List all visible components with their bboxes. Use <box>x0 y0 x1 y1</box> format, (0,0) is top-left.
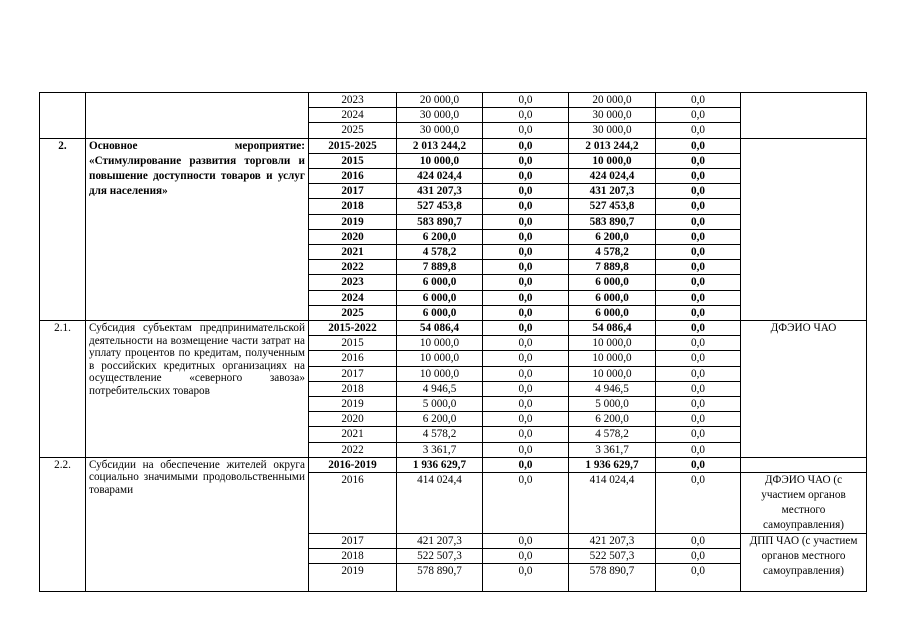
federal-cell: 0,0 <box>483 245 569 260</box>
num-cell <box>40 93 86 139</box>
local-cell: 0,0 <box>656 473 741 534</box>
year-cell: 2018 <box>309 381 397 396</box>
year-cell: 2018 <box>309 549 397 564</box>
federal-cell: 0,0 <box>483 138 569 153</box>
year-cell: 2022 <box>309 442 397 457</box>
federal-cell: 0,0 <box>483 427 569 442</box>
total-cell: 10 000,0 <box>397 351 483 366</box>
regional-cell: 583 890,7 <box>569 214 656 229</box>
regional-cell: 30 000,0 <box>569 108 656 123</box>
table-body <box>40 93 867 592</box>
federal-cell: 0,0 <box>483 108 569 123</box>
year-cell: 2024 <box>309 108 397 123</box>
total-cell: 1 936 629,7 <box>397 457 483 472</box>
year-cell: 2016 <box>309 169 397 184</box>
year-cell: 2019 <box>309 397 397 412</box>
federal-cell: 0,0 <box>483 290 569 305</box>
regional-cell: 4 578,2 <box>569 245 656 260</box>
total-cell: 6 200,0 <box>397 229 483 244</box>
federal-cell: 0,0 <box>483 321 569 336</box>
total-cell: 522 507,3 <box>397 549 483 564</box>
regional-cell: 10 000,0 <box>569 351 656 366</box>
federal-cell: 0,0 <box>483 549 569 564</box>
section-title: Основное мероприятие: «Стимулирование развития торговли и повышение доступности товаров и услуг для населения» <box>86 138 309 320</box>
year-cell: 2015 <box>309 153 397 168</box>
federal-cell: 0,0 <box>483 336 569 351</box>
section-number: 2.2. <box>40 457 86 592</box>
year-cell: 2017 <box>309 184 397 199</box>
responsible-cell <box>741 93 867 139</box>
federal-cell: 0,0 <box>483 229 569 244</box>
local-cell: 0,0 <box>656 549 741 564</box>
local-cell: 0,0 <box>656 351 741 366</box>
local-cell: 0,0 <box>656 366 741 381</box>
federal-cell: 0,0 <box>483 473 569 534</box>
regional-cell: 10 000,0 <box>569 153 656 168</box>
regional-cell: 522 507,3 <box>569 549 656 564</box>
federal-cell: 0,0 <box>483 381 569 396</box>
section-title: Субсидии на обеспечение жителей округа социально значимыми продовольственными товарами <box>86 457 309 592</box>
federal-cell: 0,0 <box>483 397 569 412</box>
total-cell: 6 000,0 <box>397 290 483 305</box>
year-cell: 2020 <box>309 229 397 244</box>
year-cell: 2021 <box>309 427 397 442</box>
total-cell: 10 000,0 <box>397 366 483 381</box>
total-cell: 10 000,0 <box>397 153 483 168</box>
responsible-cell: ДПП ЧАО (с участием органов местного самоуправления) <box>741 534 867 592</box>
total-cell: 30 000,0 <box>397 108 483 123</box>
total-cell: 4 946,5 <box>397 381 483 396</box>
year-cell: 2017 <box>309 366 397 381</box>
total-cell: 527 453,8 <box>397 199 483 214</box>
year-cell: 2022 <box>309 260 397 275</box>
federal-cell: 0,0 <box>483 366 569 381</box>
federal-cell: 0,0 <box>483 442 569 457</box>
federal-cell: 0,0 <box>483 457 569 472</box>
federal-cell: 0,0 <box>483 260 569 275</box>
year-cell: 2015-2022 <box>309 321 397 336</box>
total-cell: 7 889,8 <box>397 260 483 275</box>
local-cell: 0,0 <box>656 260 741 275</box>
regional-cell: 6 000,0 <box>569 305 656 320</box>
local-cell: 0,0 <box>656 123 741 138</box>
local-cell: 0,0 <box>656 336 741 351</box>
local-cell: 0,0 <box>656 184 741 199</box>
local-cell: 0,0 <box>656 534 741 549</box>
year-cell: 2018 <box>309 199 397 214</box>
regional-cell: 10 000,0 <box>569 336 656 351</box>
regional-cell: 424 024,4 <box>569 169 656 184</box>
federal-cell: 0,0 <box>483 214 569 229</box>
regional-cell: 20 000,0 <box>569 93 656 108</box>
federal-cell: 0,0 <box>483 275 569 290</box>
federal-cell: 0,0 <box>483 564 569 592</box>
year-cell: 2015-2025 <box>309 138 397 153</box>
local-cell: 0,0 <box>656 245 741 260</box>
section-title: Субсидия субъектам предпринимательской деятельности на возмещение части затрат на уплату процентов по кредитам, полученным в российских кредитных организациях на осуществление «северного завоза» потребительских товаров <box>86 321 309 458</box>
total-cell: 583 890,7 <box>397 214 483 229</box>
federal-cell: 0,0 <box>483 534 569 549</box>
regional-cell: 7 889,8 <box>569 260 656 275</box>
year-cell: 2021 <box>309 245 397 260</box>
local-cell: 0,0 <box>656 564 741 592</box>
table-row <box>40 138 867 153</box>
federal-cell: 0,0 <box>483 184 569 199</box>
local-cell: 0,0 <box>656 93 741 108</box>
local-cell: 0,0 <box>656 457 741 472</box>
total-cell: 10 000,0 <box>397 336 483 351</box>
regional-cell: 4 946,5 <box>569 381 656 396</box>
regional-cell: 3 361,7 <box>569 442 656 457</box>
year-cell: 2023 <box>309 93 397 108</box>
regional-cell: 578 890,7 <box>569 564 656 592</box>
regional-cell: 4 578,2 <box>569 427 656 442</box>
local-cell: 0,0 <box>656 229 741 244</box>
year-cell: 2016 <box>309 473 397 534</box>
responsible-cell: ДФЭИО ЧАО (с участием органов местного самоуправления) <box>741 473 867 534</box>
federal-cell: 0,0 <box>483 199 569 214</box>
year-cell: 2017 <box>309 534 397 549</box>
local-cell: 0,0 <box>656 381 741 396</box>
year-cell: 2025 <box>309 305 397 320</box>
local-cell: 0,0 <box>656 214 741 229</box>
regional-cell: 431 207,3 <box>569 184 656 199</box>
section-number: 2.1. <box>40 321 86 458</box>
regional-cell: 1 936 629,7 <box>569 457 656 472</box>
regional-cell: 2 013 244,2 <box>569 138 656 153</box>
name-cell <box>86 93 309 139</box>
year-cell: 2016-2019 <box>309 457 397 472</box>
total-cell: 4 578,2 <box>397 427 483 442</box>
year-cell: 2015 <box>309 336 397 351</box>
year-cell: 2016 <box>309 351 397 366</box>
total-cell: 424 024,4 <box>397 169 483 184</box>
total-cell: 20 000,0 <box>397 93 483 108</box>
regional-cell: 6 000,0 <box>569 275 656 290</box>
total-cell: 2 013 244,2 <box>397 138 483 153</box>
year-cell: 2023 <box>309 275 397 290</box>
year-cell: 2024 <box>309 290 397 305</box>
federal-cell: 0,0 <box>483 169 569 184</box>
regional-cell: 6 200,0 <box>569 412 656 427</box>
total-cell: 414 024,4 <box>397 473 483 534</box>
total-cell: 30 000,0 <box>397 123 483 138</box>
year-cell: 2019 <box>309 214 397 229</box>
regional-cell: 10 000,0 <box>569 366 656 381</box>
local-cell: 0,0 <box>656 442 741 457</box>
regional-cell: 421 207,3 <box>569 534 656 549</box>
table-row <box>40 321 867 336</box>
local-cell: 0,0 <box>656 108 741 123</box>
total-cell: 431 207,3 <box>397 184 483 199</box>
regional-cell: 527 453,8 <box>569 199 656 214</box>
year-cell: 2025 <box>309 123 397 138</box>
regional-cell: 414 024,4 <box>569 473 656 534</box>
federal-cell: 0,0 <box>483 123 569 138</box>
federal-cell: 0,0 <box>483 93 569 108</box>
table-row <box>40 457 867 472</box>
total-cell: 6 000,0 <box>397 305 483 320</box>
local-cell: 0,0 <box>656 153 741 168</box>
federal-cell: 0,0 <box>483 412 569 427</box>
total-cell: 4 578,2 <box>397 245 483 260</box>
responsible-cell: ДФЭИО ЧАО <box>741 321 867 458</box>
regional-cell: 54 086,4 <box>569 321 656 336</box>
responsible-cell <box>741 138 867 320</box>
regional-cell: 6 000,0 <box>569 290 656 305</box>
section-number: 2. <box>40 138 86 320</box>
total-cell: 578 890,7 <box>397 564 483 592</box>
regional-cell: 30 000,0 <box>569 123 656 138</box>
local-cell: 0,0 <box>656 275 741 290</box>
local-cell: 0,0 <box>656 138 741 153</box>
local-cell: 0,0 <box>656 169 741 184</box>
local-cell: 0,0 <box>656 397 741 412</box>
total-cell: 5 000,0 <box>397 397 483 412</box>
federal-cell: 0,0 <box>483 153 569 168</box>
local-cell: 0,0 <box>656 427 741 442</box>
total-cell: 3 361,7 <box>397 442 483 457</box>
federal-cell: 0,0 <box>483 305 569 320</box>
year-cell: 2020 <box>309 412 397 427</box>
regional-cell: 6 200,0 <box>569 229 656 244</box>
local-cell: 0,0 <box>656 290 741 305</box>
local-cell: 0,0 <box>656 305 741 320</box>
responsible-cell <box>741 457 867 472</box>
total-cell: 421 207,3 <box>397 534 483 549</box>
local-cell: 0,0 <box>656 412 741 427</box>
local-cell: 0,0 <box>656 199 741 214</box>
total-cell: 54 086,4 <box>397 321 483 336</box>
total-cell: 6 200,0 <box>397 412 483 427</box>
table-row <box>40 93 867 108</box>
total-cell: 6 000,0 <box>397 275 483 290</box>
regional-cell: 5 000,0 <box>569 397 656 412</box>
program-finance-table <box>39 92 867 592</box>
federal-cell: 0,0 <box>483 351 569 366</box>
year-cell: 2019 <box>309 564 397 592</box>
local-cell: 0,0 <box>656 321 741 336</box>
